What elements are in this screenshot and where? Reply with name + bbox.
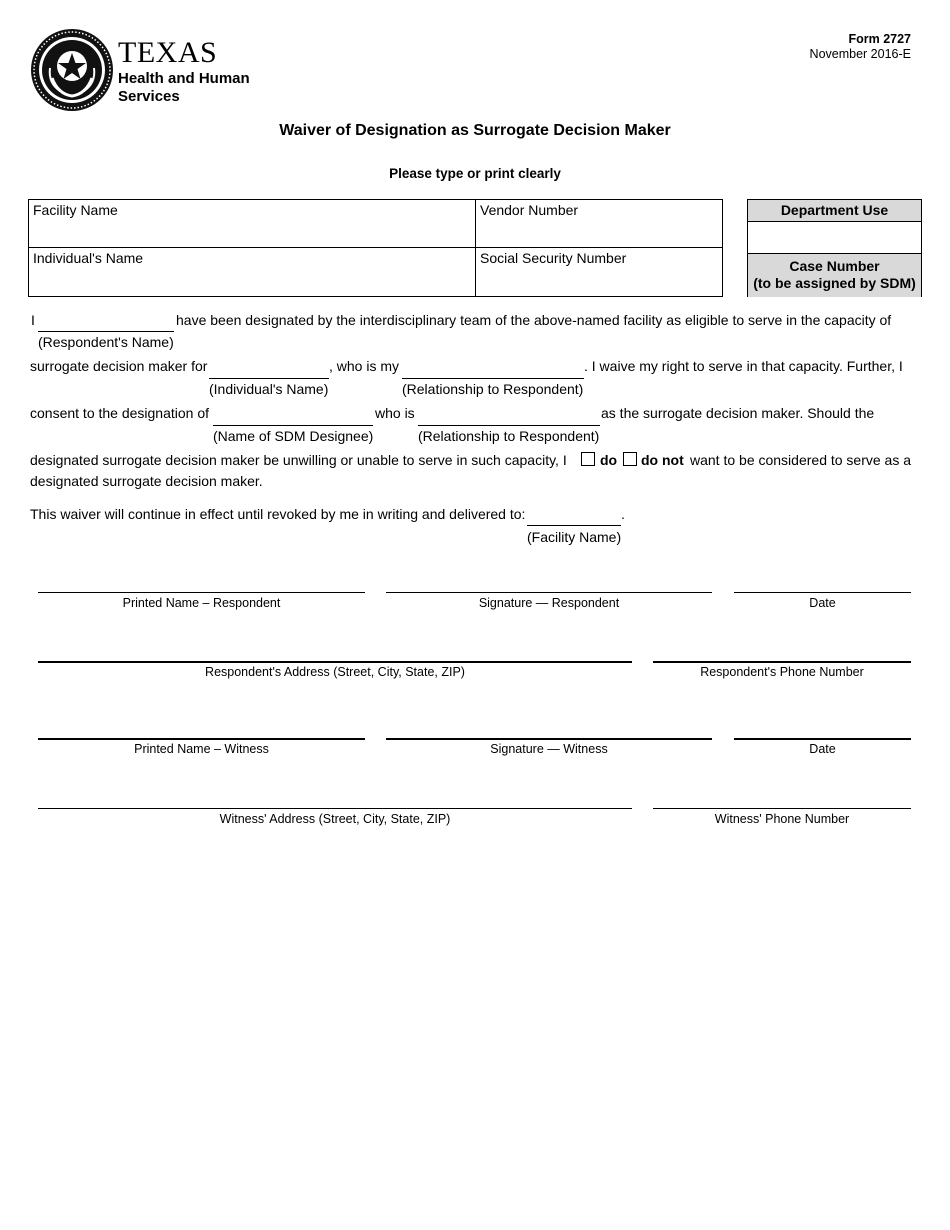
signature-respondent-label: Signature — Respondent <box>478 596 620 610</box>
facility-name-blank[interactable] <box>527 525 621 526</box>
body-text: as the surrogate decision maker. Should the <box>601 405 875 421</box>
caption-facility-name: (Facility Name) <box>527 529 622 545</box>
body-text: who is <box>375 405 415 421</box>
do-not-option-label: do not <box>641 452 684 468</box>
sdm-designee-blank[interactable] <box>213 425 373 426</box>
body-text: This waiver will continue in effect until revoked by me in writing and delivered to: <box>30 506 526 522</box>
ssn-field[interactable] <box>476 248 722 296</box>
respondent-phone-line[interactable] <box>653 661 911 663</box>
caption-relationship: (Relationship to Respondent) <box>418 428 600 444</box>
date-witness-label: Date <box>809 742 836 756</box>
case-number-line1: Case Number <box>789 258 880 274</box>
individual-name-blank[interactable] <box>209 378 329 379</box>
body-text: have been designated by the interdisciplinary team of the above-named facility as eligible to serve in the capacity of <box>176 312 892 328</box>
identification-table <box>28 199 723 297</box>
signature-witness-line[interactable] <box>386 738 712 740</box>
body-text: designated surrogate decision maker be unwilling or unable to serve in such capacity, I <box>30 452 567 468</box>
date-witness-line[interactable] <box>734 738 911 740</box>
page-subtitle: Please type or print clearly <box>389 166 561 181</box>
case-number-line2: (to be assigned by SDM) <box>753 275 916 291</box>
date-respondent-line[interactable] <box>734 592 911 593</box>
signature-respondent-line[interactable] <box>386 592 712 593</box>
body-text: consent to the designation of <box>30 405 210 421</box>
logo-wordmark: TEXAS <box>118 36 218 69</box>
witness-phone-label: Witness' Phone Number <box>714 812 850 826</box>
body-text: . I waive my right to serve in that capacity. Further, I <box>584 358 903 374</box>
respondent-address-label: Respondent's Address (Street, City, State, ZIP) <box>205 665 465 679</box>
form-identifier <box>810 32 911 62</box>
page-title: Waiver of Designation as Surrogate Decision Maker <box>279 122 671 139</box>
form-number: Form 2727 <box>848 32 911 46</box>
body-text: , who is my <box>329 358 400 374</box>
facility-name-label: Facility Name <box>33 202 118 218</box>
texas-hhs-seal-icon <box>30 28 114 112</box>
logo-subtitle <box>118 70 250 106</box>
caption-respondent-name: (Respondent's Name) <box>38 334 174 350</box>
individual-name-label: Individual's Name <box>33 250 144 266</box>
printed-name-respondent-line[interactable] <box>38 592 365 593</box>
respondent-phone-label: Respondent's Phone Number <box>700 665 864 679</box>
department-use-box <box>747 199 922 297</box>
printed-name-witness-line[interactable] <box>38 738 365 740</box>
do-not-checkbox[interactable] <box>623 452 637 466</box>
witness-address-line[interactable] <box>38 808 632 809</box>
date-respondent-label: Date <box>809 596 836 610</box>
relationship-blank-1[interactable] <box>402 378 584 379</box>
department-use-heading: Department Use <box>748 200 921 222</box>
body-text: I <box>31 312 35 328</box>
witness-phone-line[interactable] <box>653 808 911 809</box>
respondent-name-blank[interactable] <box>38 331 174 332</box>
body-text: designated surrogate decision maker. <box>30 473 263 489</box>
ssn-label: Social Security Number <box>480 250 627 266</box>
do-checkbox[interactable] <box>581 452 595 466</box>
logo-subtitle-line1: Health and Human <box>118 70 250 87</box>
do-option-label: do <box>600 452 618 468</box>
relationship-blank-2[interactable] <box>418 425 600 426</box>
body-text: . <box>621 506 625 522</box>
caption-relationship: (Relationship to Respondent) <box>402 381 584 397</box>
vendor-number-label: Vendor Number <box>480 202 579 218</box>
form-date: November 2016-E <box>809 47 911 61</box>
body-text: want to be considered to serve as a <box>690 452 912 468</box>
facility-name-field[interactable] <box>29 200 475 247</box>
caption-individual-name: (Individual's Name) <box>209 381 329 397</box>
printed-name-witness-label: Printed Name – Witness <box>134 742 269 756</box>
printed-name-respondent-label: Printed Name – Respondent <box>122 596 281 610</box>
case-number-label <box>748 253 921 297</box>
vendor-number-field[interactable] <box>476 200 722 247</box>
witness-address-label: Witness' Address (Street, City, State, ZIP) <box>219 812 451 826</box>
body-text: surrogate decision maker for <box>30 358 208 374</box>
individual-name-field[interactable] <box>29 248 475 296</box>
logo-subtitle-line2: Services <box>118 88 180 105</box>
department-use-field[interactable] <box>748 222 921 253</box>
signature-witness-label: Signature — Witness <box>490 742 608 756</box>
caption-sdm-designee: (Name of SDM Designee) <box>213 428 374 444</box>
respondent-address-line[interactable] <box>38 661 632 663</box>
